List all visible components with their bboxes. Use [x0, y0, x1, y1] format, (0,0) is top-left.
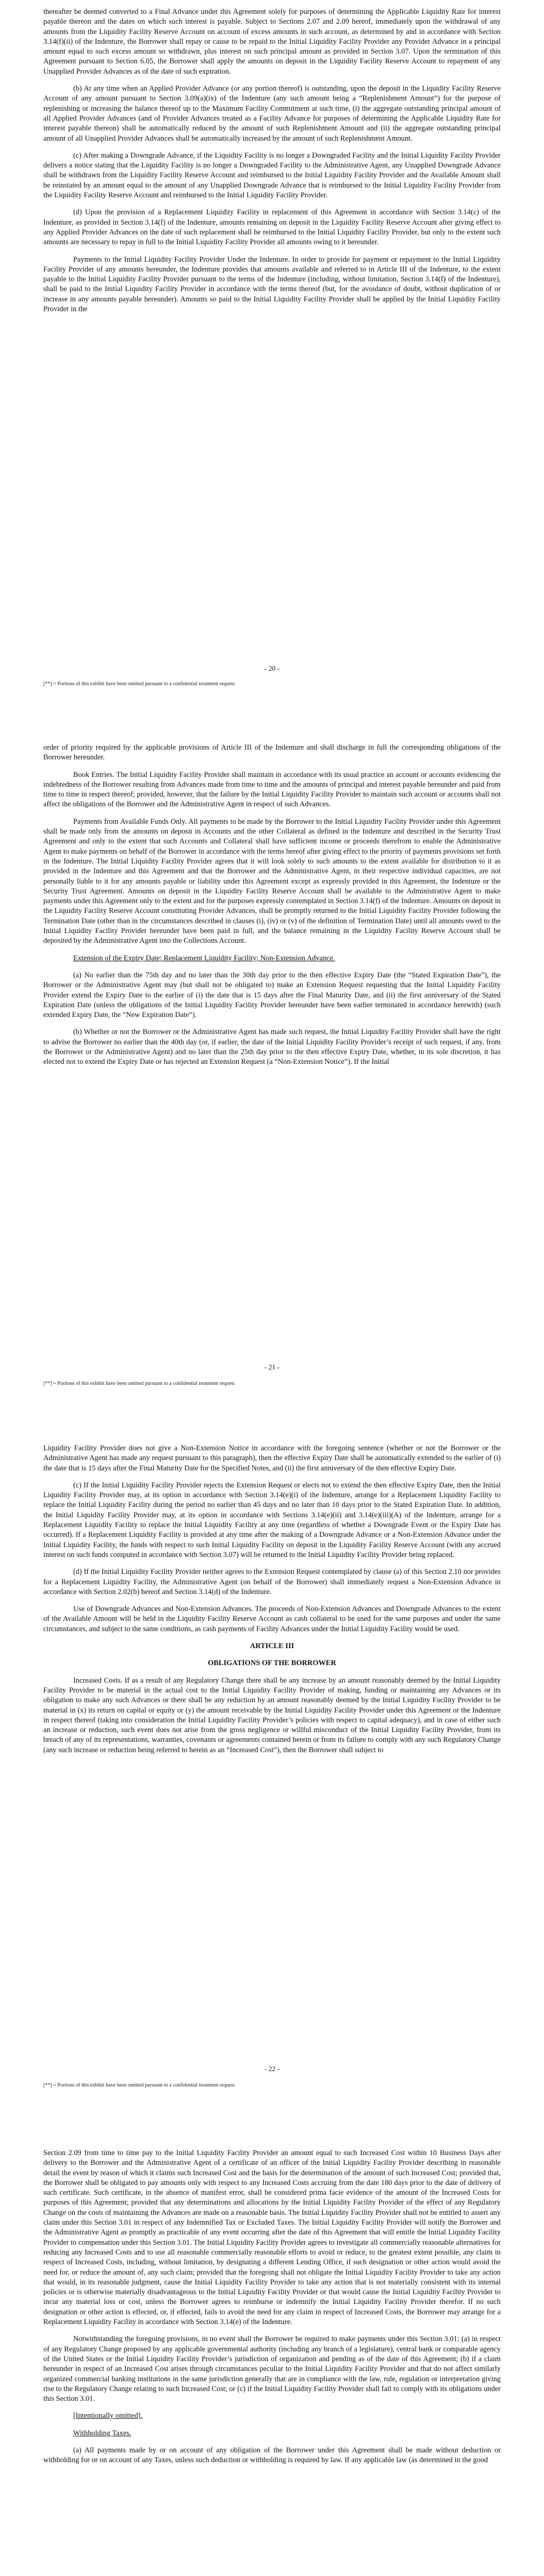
- article-title: OBLIGATIONS OF THE BORROWER: [208, 1659, 336, 1668]
- paragraph: (c) If the Initial Liquidity Facility Provider rejects the Extension Request or elects not to extend the then effective Expiry Date, then the Initial Liquidity Facility Provider may, at its option in accordance with Section 3.14(e)(i) of the Indenture, arrange for a Replacement Liquidity Facility to replace the Initial Liquidity Facility during the period no earlier than 45 days and no later than 10 days prior to the Stated Expiration Date. In addition, the Initial Liquidity Facility Provider may, at its option in accordance with Sections 3.14(e)(ii) and 3.14(e)(iii)(A) of the Indenture, arrange for a Replacement Liquidity Facility to replace the Initial Liquidity Facility at any time (regardless of whether a Downgrade Event or the Expiry Date has occurred). If a Replacement Liquidity Facility is provided at any time after the making of a Downgrade Advance or a Non-Extension Advance under the Initial Liquidity Facility, the funds with respect to such Initial Liquidity Facility on deposit in the Liquidity Facility Reserve Account (with any accrued interest on such funds computed in accordance with Section 3.07) will be returned to the Initial Liquidity Facility Provider being replaced.: [43, 1481, 501, 1559]
- confidential-footnote: [**] = Portions of this exhibit have been omitted pursuant to a confidential treatment request.: [43, 1381, 236, 1386]
- page-number: - 20 -: [264, 665, 280, 672]
- confidential-footnote: [**] = Portions of this exhibit have been omitted pursuant to a confidential treatment request.: [43, 681, 236, 687]
- paragraph: (d) Upon the provision of a Replacement Liquidity Facility in replacement of this Agreement in accordance with Section 3.14(c) of the Indenture, as provided in Section 3.14(f) of the Indenture, amounts remaining on deposit in the Liquidity Facility Reserve Account after giving effect to any Applied Provider Advances on the date of such replacement shall be reimbursed to the Initial Liquidity Facility Provider, but only to the extent such amounts are necessary to repay in full to the Initial Liquidity Facility Provider all amounts owing to it hereunder.: [43, 208, 501, 247]
- page-body: [43, 1444, 501, 1762]
- page-body: [43, 743, 501, 1075]
- paragraph: (a) All payments made by or on account of any obligation of the Borrower under this Agreement shall be made without deduction or withholding for or on account of any Taxes, unless such deduction or withholding is required by law. If any applicable law (as determined in the good: [43, 2446, 501, 2465]
- article-heading: ARTICLE III: [250, 1642, 294, 1651]
- paragraph: Use of Downgrade Advances and Non-Extension Advances. The proceeds of Non-Extension Advances and Downgrade Advances to the extent of the Available Amount will be held in the Liquidity Facility Reserve Account as cash collateral to be used for the same purposes and under the same circumstances, and subject to the same conditions, as cash payments of Facility Advances under the Initial Liquidity Facility would be used.: [43, 1605, 501, 1633]
- paragraph: (b) At any time when an Applied Provider Advance (or any portion thereof) is outstanding, upon the deposit in the Liquidity Facility Reserve Account of any amount pursuant to Section 3.09(a)(ix) of the Indenture (any such amount being a “Replenishment Amount”) for the purpose of replenishing or increasing the balance thereof up to the Maximum Facility Commitment at such time, (i) the aggregate outstanding principal amount of all Applied Provider Advances (and of Provider Advances treated as a Facility Advance for purposes of determining the Applicable Liquidity Rate for interest payable thereon) shall be automatically reduced by the amount of such Replenishment Amount and (ii) the aggregate outstanding principal amount of all Unapplied Provider Advances shall be automatically increased by the amount of such Replenishment Amount.: [43, 84, 501, 143]
- paragraph: thereafter be deemed converted to a Final Advance under this Agreement solely for purposes of determining the Applicable Liquidity Rate for interest payable thereon and the dates on which such interest is payable. Subject to Sections 2.07 and 2.09 hereof, immediately upon the withdrawal of any amounts from the Liquidity Facility Reserve Account on account of excess amounts in such account, as determined by and in accordance with Section 3.14(f)(ii) of the Indenture, the Borrower shall repay or cause to be repaid to the Initial Liquidity Facility Provider any Provider Advance in a principal amount equal to such excess amount so withdrawn, plus interest on such principal amount as provided in Section 3.07. Upon the termination of this Agreement pursuant to Section 6.05, the Borrower shall apply the amounts on deposit in the Liquidity Facility Reserve Account to repayment of any Unapplied Provider Advances as of the date of such expiration.: [43, 8, 501, 76]
- paragraph: Increased Costs. If as a result of any Regulatory Change there shall be any increase by an amount reasonably deemed by the Initial Liquidity Facility Provider to be material in the actual cost to the Initial Liquidity Facility Provider of making, funding or maintaining any Advances or its obligation to make any such Advances or there shall be any reduction by an amount reasonably deemed by the Initial Liquidity Facility Provider to be material in (x) its return on capital or equity or (y) the amount receivable by the Initial Liquidity Facility Provider under this Agreement or the Indenture in respect thereof (taking into consideration the Initial Liquidity Facility Provider’s policies with respect to capital adequacy), and in case of either such an increase or reduction, such event does not arise from the gross negligence or willful misconduct of the Initial Liquidity Facility Provider, from its breach of any of its representations, warranties, covenants or agreements contained herein or from its failure to comply with any such Regulatory Change (any such increase or reduction being referred to herein as an “Increased Cost”), then the Borrower shall subject to: [43, 1676, 501, 1754]
- paragraph: Payments from Available Funds Only. All payments to be made by the Borrower to the Initial Liquidity Facility Provider under this Agreement shall be made only from the amounts on deposit in Accounts and the other Collateral as defined in the Indenture and described in the Security Trust Agreement and only to the extent that such Accounts and Collateral shall have sufficient income or proceeds therefrom to enable the Administrative Agent to make payments on behalf of the Borrower in accordance with the terms hereof after giving effect to the priority of payments provisions set forth in the Indenture. The Initial Liquidity Facility Provider agrees that it will look solely to such amounts to the extent available for distribution to it as provided in the Indenture and this Agreement and that the Borrower and the Administrative Agent, in their respective individual capacities, are not personally liable to it for any amounts payable or liability under this Agreement except as expressly provided in this Agreement, the Indenture or the Security Trust Agreement. Amounts on deposit in the Liquidity Facility Reserve Account shall be available to the Administrative Agent to make payments under this Agreement only to the extent and for the purposes expressly contemplated in Section 3.14(f) of the Indenture. Amounts on deposit in the Liquidity Facility Reserve Account constituting Provider Advances, shall be promptly returned to the Initial Liquidity Facility Provider following the Termination Date (other than in the circumstances described in clauses (i), (iv) or (v) of the definition of Termination Date) until all amounts owed to the Initial Liquidity Facility Provider hereunder have been paid in full, and the balance remaining in the Liquidity Facility Reserve Account shall be deposited by the Administrative Agent into the Collections Account.: [43, 817, 501, 945]
- paragraph: Liquidity Facility Provider does not give a Non-Extension Notice in accordance with the foregoing sentence (whether or not the Borrower or the Administrative Agent has made any request pursuant to this paragraph), then the effective Expiry Date shall be automatically extended to the earlier of (i) the date that is 15 days after the Final Maturity Date for the Specified Notes, and (ii) the first anniversary of the then effective Expiry Date.: [43, 1444, 501, 1472]
- paragraph: (d) If the Initial Liquidity Facility Provider neither agrees to the Extension Request contemplated by clause (a) of this Section 2.10 nor provides for a Replacement Liquidity Facility, the Administrative Agent (on behalf of the Borrower) shall immediately request a Non-Extension Advance in accordance with Section 2.02(b) hereof and Section 3.14(d) of the Indenture.: [43, 1568, 501, 1596]
- paragraph: Section 2.09 from time to time pay to the Initial Liquidity Facility Provider an amount equal to such Increased Cost within 10 Business Days after delivery to the Borrower and the Administrative Agent of a certificate of an officer of the Initial Liquidity Facility Provider describing in reasonable detail the event by reason of which it claims such Increased Cost and the basis for the determination of the amount of such Increased Cost; provided that, the Borrower shall be obligated to pay amounts only with respect to any Increased Costs accruing from the date 180 days prior to the date of delivery of such certificate. Such certificate, in the absence of manifest error, shall be considered prima facie evidence of the amount of the Increased Costs for purposes of this Agreement; provided that any determinations and allocations by the Initial Liquidity Facility Provider of the effect of any Regulatory Change on the costs of maintaining the Advances are made on a reasonable basis. The Initial Liquidity Facility Provider shall not be entitled to assert any claim under this Section 3.01 in respect of any Indemnified Tax or Excluded Taxes. The Initial Liquidity Facility Provider will notify the Borrower and the Administrative Agent as promptly as practicable of any event occurring after the date of this Agreement that will entitle the Initial Liquidity Facility Provider to compensation under this Section 3.01. The Initial Liquidity Facility Provider agrees to investigate all commercially reasonable alternatives for reducing any Increased Costs and to use all reasonable commercially reasonable efforts to avoid or reduce, to the greatest extent possible, any claim in respect of Increased Costs, including, without limitation, by designating a different Lending Office, if such designation or other action would avoid the need for, or reduce the amount of, any such claim; provided that the foregoing shall not obligate the Initial Liquidity Facility Provider to take any action that would, in its reasonable judgment, cause the Initial Liquidity Facility Provider to take any action that is not materially consistent with its internal policies or is otherwise materially disadvantageous to the Initial Liquidity Facility Provider or that would cause the Initial Liquidity Facility Provider to incur any material loss or cost, unless the Borrower agrees to reimburse or indemnify the Initial Liquidity Facility Provider therefor. If no such designation or other action is effected, or, if effected, fails to avoid the need for any claim in respect of Increased Costs, the Borrower may arrange for a Replacement Liquidity Facility in accordance with Section 3.14(e) of the Indenture.: [43, 2149, 501, 2327]
- page-body: [43, 7, 501, 321]
- document-page-21: [0, 704, 544, 1404]
- section-heading: Withholding Taxes.: [73, 2429, 131, 2437]
- document-page-20: [0, 0, 544, 701]
- document-page-23: [0, 2111, 544, 2576]
- page-body: [43, 2148, 501, 2473]
- document-page-22: [0, 1408, 544, 2108]
- paragraph: order of priority required by the applicable provisions of Article III of the Indenture and shall discharge in full the corresponding obligations of the Borrower hereunder.: [43, 743, 501, 762]
- paragraph: (c) After making a Downgrade Advance, if the Liquidity Facility is no longer a Downgraded Facility and the Initial Liquidity Facility Provider delivers a notice stating that the Liquidity Facility is no longer a Downgraded Facility to the Administrative Agent, any Unapplied Downgrade Advance shall be withdrawn from the Liquidity Facility Reserve Account and reimbursed to the Initial Liquidity Facility Provider and the Available Amount shall be reinstated by an amount equal to the amount of any Unapplied Downgrade Advance that is reimbursed to the Initial Liquidity Facility Provider from the Liquidity Facility Reserve Account and reimbursed to the Initial Liquidity Facility Provider.: [43, 151, 501, 200]
- page-number: - 21 -: [264, 1363, 280, 1371]
- paragraph: Book Entries. The Initial Liquidity Facility Provider shall maintain in accordance with its usual practice an account or accounts evidencing the indebtedness of the Borrower resulting from Advances made from time to time and the amounts of principal and interest payable hereunder and paid from time to time in respect thereof; provided, however, that the failure by the Initial Liquidity Facility Provider to maintain such account or accounts shall not affect the obligations of the Borrower and the Administrative Agent in respect of such Advances.: [43, 770, 501, 809]
- section-heading: [Intentionally omitted].: [73, 2412, 143, 2420]
- confidential-footnote: [**] = Portions of this exhibit have been omitted pursuant to a confidential treatment request.: [43, 2082, 236, 2088]
- paragraph: (a) No earlier than the 75th day and no later than the 30th day prior to the then effective Expiry Date (the “Stated Expiration Date”), the Borrower or the Administrative Agent may (but shall not be obligated to) make an Extension Request requesting that the Initial Liquidity Facility Provider extend the Expiry Date to the earlier of (i) the date that is 15 days after the Final Maturity Date, and (ii) the first anniversary of the Stated Expiration Date (unless the obligations of the Initial Liquidity Facility Provider hereunder have been earlier terminated in accordance herewith) (such extended Expiry Date, the “New Expiration Date”).: [43, 971, 501, 1020]
- paragraph: Payments to the Initial Liquidity Facility Provider Under the Indenture. In order to provide for payment or repayment to the Initial Liquidity Facility Provider of any amounts hereunder, the Indenture provides that amounts available and referred to in Article III of the Indenture, to the extent payable to the Initial Liquidity Facility Provider pursuant to the terms of the Indenture (including, without limitation, Section 3.14(f) of the Indenture), shall be paid to the Initial Liquidity Facility Provider in accordance with the terms thereof (but, for the avoidance of doubt, without duplication of or increase in any amounts payable hereunder). Amounts so paid to the Initial Liquidity Facility Provider shall be applied by the Initial Liquidity Facility Provider in the: [43, 255, 501, 314]
- section-heading: Extension of the Expiry Date; Replacement Liquidity Facility; Non-Extension Advance.: [73, 954, 335, 962]
- page-number: - 22 -: [264, 2065, 280, 2073]
- paragraph: (b) Whether or not the Borrower or the Administrative Agent has made such request, the Initial Liquidity Facility Provider shall have the right to advise the Borrower no earlier than the 40th day (or, if earlier, the date of the Initial Liquidity Facility Provider’s receipt of such request, if any, from the Borrower or the Administrative Agent) and no later than the 25th day prior to the then effective Expiry Date, whether, in its sole discretion, it has elected not to extend the Expiry Date or has rejected an Extension Request (a “Non-Extension Notice”). If the Initial: [43, 1028, 501, 1066]
- paragraph: Notwithstanding the foregoing provisions, in no event shall the Borrower be required to make payments under this Section 3.01: (a) in respect of any Regulatory Change proposed by any applicable governmental authority (including any branch of a legislature), central bank or comparable agency of the United States or the Initial Liquidity Facility Provider’s jurisdiction of organization and pending as of the date of this Agreement; (b) if a claim hereunder in respect of an Increased Cost arises through circumstances peculiar to the Initial Liquidity Facility Provider and that do not affect similarly organized commercial banking institutions in the same jurisdiction generally that are in compliance with the law, rule, regulation or interpretation giving rise to the Regulatory Change relating to such Increased Cost; or (c) if the Initial Liquidity Facility Provider shall fail to comply with its obligations under this Section 3.01.: [43, 2335, 501, 2403]
